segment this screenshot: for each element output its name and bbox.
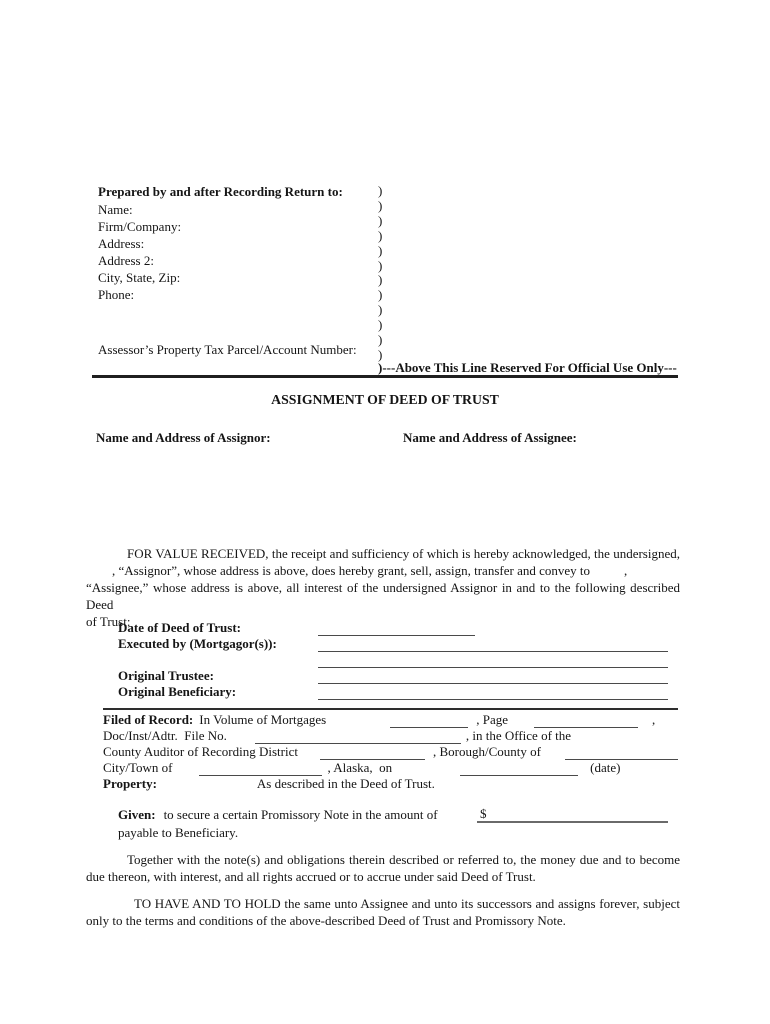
paren-mark: ) bbox=[378, 183, 383, 198]
payable-text: payable to Beneficiary. bbox=[118, 825, 239, 840]
amount-fill-line[interactable] bbox=[477, 806, 668, 823]
paren-mark: ) bbox=[378, 317, 383, 333]
date-hint: (date) bbox=[590, 760, 621, 775]
address-label: Address: bbox=[98, 236, 145, 251]
habendum-line2: only to the terms and conditions of the above-described Deed of Trust and Promissory Note. bbox=[86, 913, 566, 928]
filed-of-record-label: Filed of Record: bbox=[103, 712, 194, 727]
deed-detail-fields bbox=[118, 620, 668, 700]
date-of-deed-label: Date of Deed of Trust: bbox=[118, 620, 241, 635]
dollar-sign: $ bbox=[480, 806, 487, 821]
paren-mark: ) bbox=[378, 332, 383, 348]
paren-mark: ) bbox=[378, 346, 383, 362]
value-received-line4: of Trust: bbox=[86, 614, 131, 629]
filed-row-property bbox=[103, 776, 678, 792]
field-row-extra bbox=[118, 652, 668, 668]
borough-county-text: , Borough/County of bbox=[432, 744, 541, 759]
paren-mark: ) bbox=[378, 197, 383, 213]
paren-mark: ) bbox=[378, 287, 383, 303]
executed-by-fill-line[interactable] bbox=[318, 638, 668, 652]
name-label: Name: bbox=[98, 202, 133, 217]
field-row-original-beneficiary bbox=[118, 684, 668, 700]
given-row bbox=[118, 807, 668, 823]
paren-mark: ) bbox=[378, 272, 383, 288]
original-trustee-fill-line[interactable] bbox=[318, 670, 668, 684]
together-line1: Together with the note(s) and obligations therein described or referred to, the money due and to become bbox=[127, 852, 680, 867]
paren-mark: ) bbox=[378, 302, 383, 318]
together-paragraph bbox=[86, 851, 680, 885]
paren-mark: ) bbox=[378, 212, 383, 228]
value-received-line2 bbox=[86, 562, 680, 579]
file-no-fill-line[interactable] bbox=[255, 731, 461, 744]
firm-company-label: Firm/Company: bbox=[98, 219, 182, 234]
volume-row-comma: , bbox=[652, 712, 656, 727]
original-beneficiary-fill-line[interactable] bbox=[318, 686, 668, 700]
address2-label: Address 2: bbox=[98, 253, 154, 268]
extra-fill-line[interactable] bbox=[318, 654, 668, 668]
paren-mark: ) bbox=[378, 227, 383, 243]
value-received-line3: “Assignee,” whose address is above, all interest of the undersigned Assignor in and to the following described Deed bbox=[86, 580, 680, 612]
given-label: Given: bbox=[118, 807, 156, 822]
value-received-line1: FOR VALUE RECEIVED, the receipt and sufficiency of which is hereby acknowledged, the undersigned, bbox=[127, 546, 680, 561]
together-line2: due thereon, with interest, and all rights accrued or to accrue under said Deed of Trust. bbox=[86, 869, 536, 884]
habendum-line1: TO HAVE AND TO HOLD the same unto Assignee and unto its successors and assigns forever, subject bbox=[134, 896, 680, 911]
phone-label: Phone: bbox=[98, 287, 135, 302]
alaska-on-text: , Alaska, on bbox=[327, 760, 393, 775]
filed-of-record-section bbox=[103, 708, 678, 792]
page-fill-line[interactable] bbox=[534, 715, 638, 728]
filed-row-city bbox=[103, 760, 678, 776]
paren-mark: ) bbox=[378, 242, 383, 258]
borough-fill-line[interactable] bbox=[565, 747, 678, 760]
assessor-parcel-label: Assessor’s Property Tax Parcel/Account Number: bbox=[98, 342, 357, 357]
assignor-heading: Name and Address of Assignor: bbox=[96, 430, 271, 445]
page-text: , Page bbox=[476, 712, 509, 727]
district-fill-line[interactable] bbox=[320, 747, 425, 760]
value-received-line2-text: , “Assignor”, whose address is above, does hereby grant, sell, assign, transfer and convey to bbox=[112, 563, 590, 578]
volume-fill-line[interactable] bbox=[390, 715, 468, 728]
property-description: As described in the Deed of Trust. bbox=[256, 776, 435, 791]
return-to-fields bbox=[98, 201, 181, 303]
city-town-text: City/Town of bbox=[103, 760, 173, 775]
county-auditor-text: County Auditor of Recording District bbox=[103, 744, 298, 759]
filed-row-volume bbox=[103, 712, 678, 728]
value-received-paragraph bbox=[86, 545, 680, 630]
habendum-paragraph bbox=[86, 895, 680, 929]
city-fill-line[interactable] bbox=[199, 763, 322, 776]
office-text: , in the Office of the bbox=[465, 728, 572, 743]
field-row-executed-by bbox=[118, 636, 668, 652]
volume-text: In Volume of Mortgages bbox=[199, 712, 327, 727]
file-no-text: Doc/Inst/Adtr. File No. bbox=[103, 728, 227, 743]
field-row-date-of-deed bbox=[118, 620, 668, 636]
prepared-by-heading: Prepared by and after Recording Return to: bbox=[98, 184, 343, 199]
paren-column bbox=[378, 184, 382, 363]
original-trustee-label: Original Trustee: bbox=[118, 668, 214, 683]
property-label: Property: bbox=[103, 776, 157, 791]
original-beneficiary-label: Original Beneficiary: bbox=[118, 684, 237, 699]
given-text: to secure a certain Promissory Note in the amount of bbox=[163, 807, 438, 822]
given-section bbox=[118, 807, 668, 841]
document-title: ASSIGNMENT OF DEED OF TRUST bbox=[271, 392, 499, 407]
value-received-line2-comma: , bbox=[624, 563, 628, 578]
city-state-zip-label: City, State, Zip: bbox=[98, 270, 181, 285]
paren-mark: ) bbox=[378, 257, 383, 273]
official-use-only-line: )---Above This Line Reserved For Official Use Only--- bbox=[378, 360, 677, 375]
executed-by-label: Executed by (Mortgagor(s)): bbox=[118, 636, 277, 651]
date-fill-line[interactable] bbox=[460, 763, 578, 776]
separator-rule bbox=[92, 375, 678, 378]
date-of-deed-fill-line[interactable] bbox=[318, 622, 475, 636]
field-row-original-trustee bbox=[118, 668, 668, 684]
filed-row-district bbox=[103, 744, 678, 760]
filed-row-file-no bbox=[103, 728, 678, 744]
assignee-heading: Name and Address of Assignee: bbox=[403, 430, 577, 445]
